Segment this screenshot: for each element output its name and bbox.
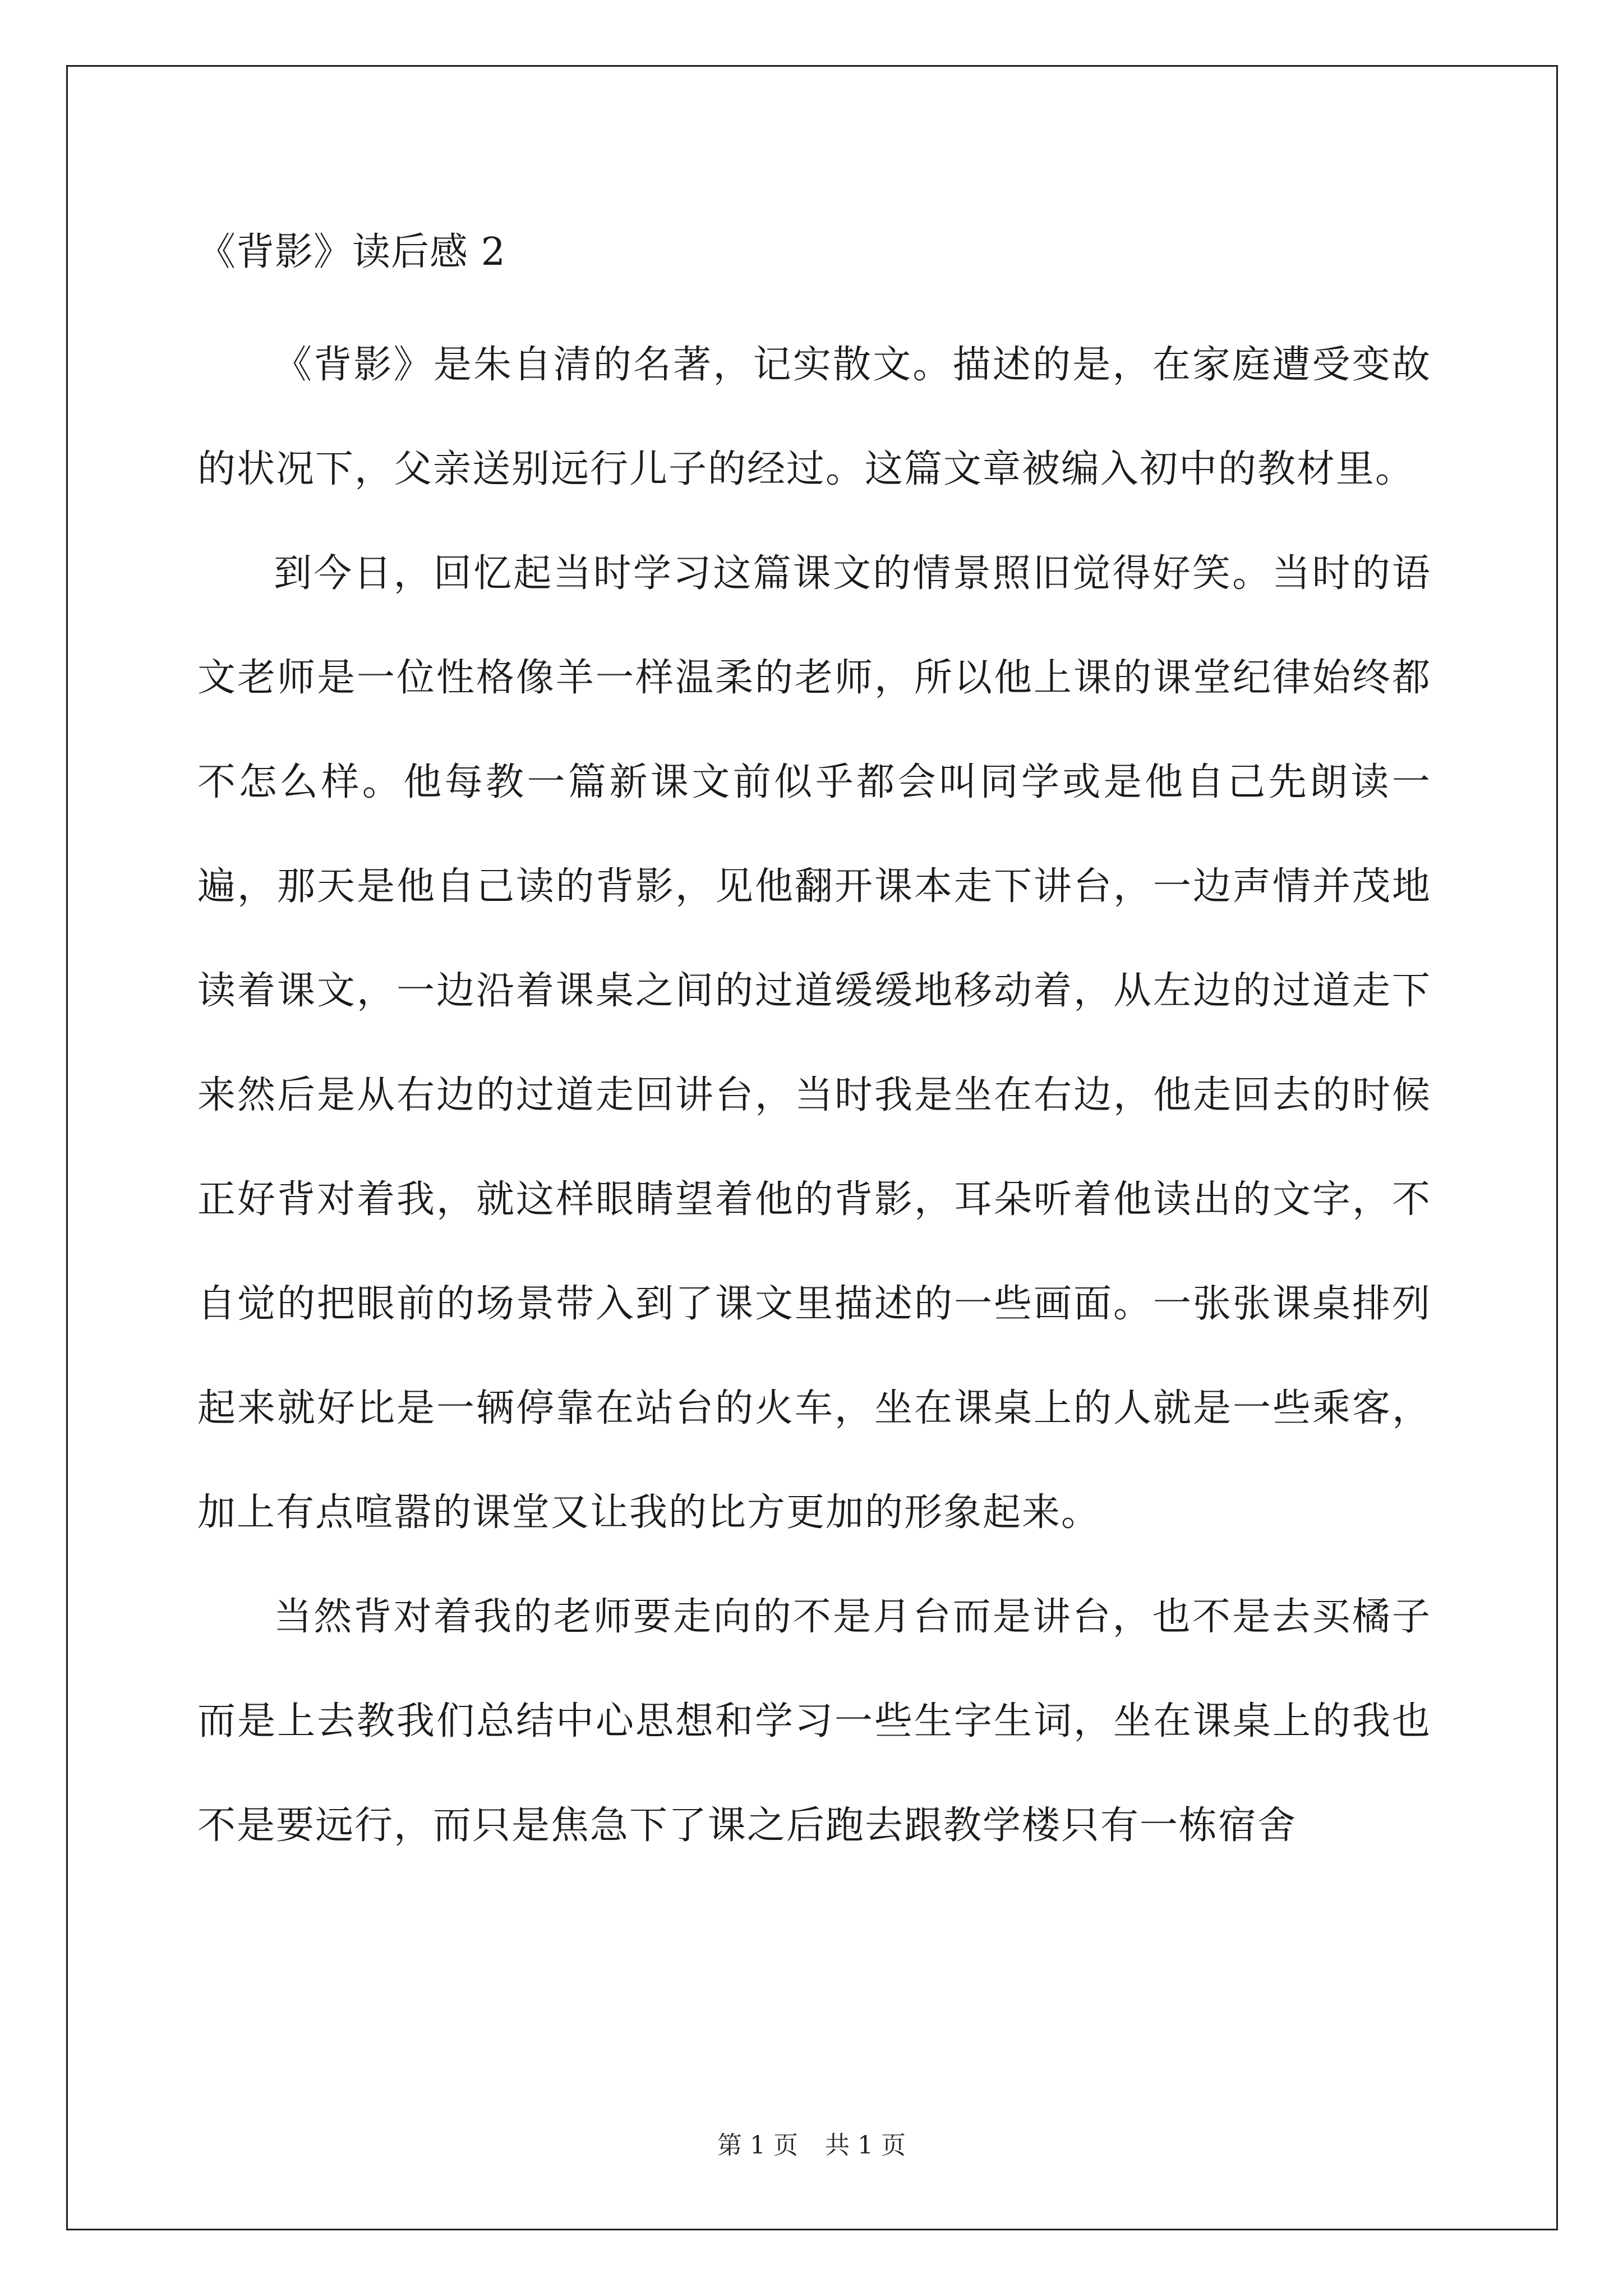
paragraph-3: 当然背对着我的老师要走向的不是月台而是讲台，也不是去买橘子而是上去教我们总结中心思想和学习一些生字生词，坐在课桌上的我也不是要远行，而只是焦急下了课之后跑去跟教学楼只有一栋宿舍 [197,1595,1431,1848]
document-body [197,213,1431,1878]
paragraph-1: 《背影》是朱自清的名著，记实散文。描述的是，在家庭遭受变故的状况下，父亲送别远行儿子的经过。这篇文章被编入初中的教材里。 [197,343,1431,491]
document-title: 《背影》读后感 2 [197,230,506,274]
page-number: 第 1 页 [717,2131,798,2160]
paragraph-2: 到今日，回忆起当时学习这篇课文的情景照旧觉得好笑。当时的语文老师是一位性格像羊一样温柔的老师，所以他上课的课堂纪律始终都不怎么样。他每教一篇新课文前似乎都会叫同学或是他自己先朗读一遍，那天是他自己读的背影，见他翻开课本走下讲台，一边声情并茂地读着课文，一边沿着课桌之间的过道缓缓地移动着，从左边的过道走下来然后是从右边的过道走回讲台，当时我是坐在右边，他走回去的时候正好背对着我，就这样眼睛望着他的背影，耳朵听着他读出的文字，不自觉的把眼前的场景带入到了课文里描述的一些画面。一张张课桌排列起来就好比是一辆停靠在站台的火车，坐在课桌上的人就是一些乘客，加上有点喧嚣的课堂又让我的比方更加的形象起来。 [197,551,1431,1535]
page-footer [0,2129,1623,2162]
page-total: 共 1 页 [825,2131,906,2160]
